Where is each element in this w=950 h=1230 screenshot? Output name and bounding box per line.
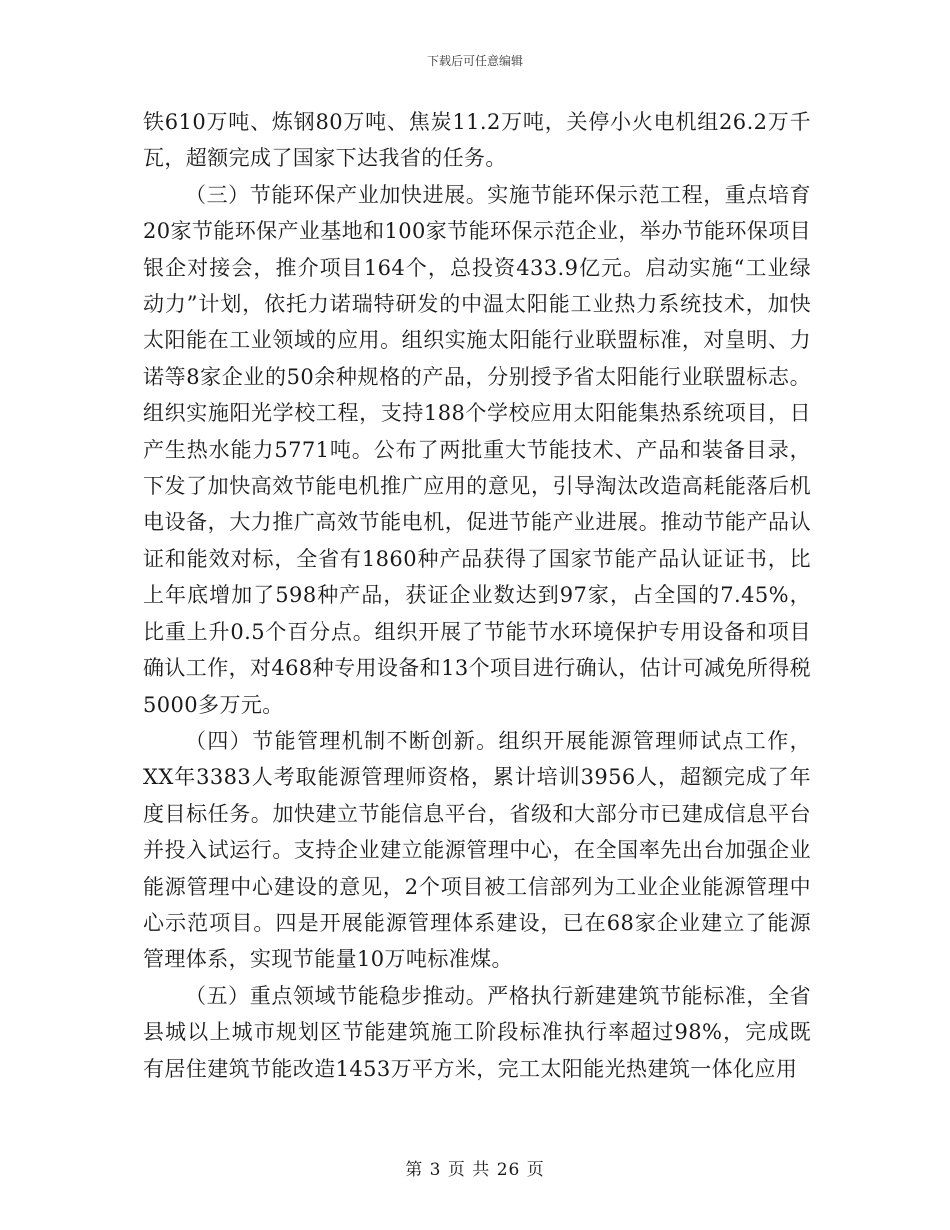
document-body xyxy=(143,104,811,1087)
paragraph-section-5: （五）重点领域节能稳步推动。严格执行新建建筑节能标准，全省县城以上城市规划区节能建筑施工阶段标准执行率超过98%，完成既有居住建筑节能改造1453万平方米，完工太阳能光热建筑一体化应用 xyxy=(143,983,811,1081)
page-header: 下载后可任意编辑 xyxy=(426,54,523,68)
page-number: 第 3 页 共 26 页 xyxy=(405,1160,545,1180)
paragraph-section-4: （四）节能管理机制不断创新。组织开展能源管理师试点工作，XX年3383人考取能源管理师资格，累计培训3956人，超额完成了年度目标任务。加快建立节能信息平台，省级和大部分市已建成信息平台并投入试运行。支持企业建立能源管理中心，在全国率先出台加强企业能源管理中心建设的意见，2个项目被工信部列为工业企业能源管理中心示范项目。四是开展能源管理体系建设，已在68家企业建立了能源管理体系，实现节能量10万吨标准煤。 xyxy=(143,728,811,972)
paragraph-section-3: （三）节能环保产业加快进展。实施节能环保示范工程，重点培育20家节能环保产业基地和100家节能环保示范企业，举办节能环保项目银企对接会，推介项目164个，总投资433.9亿元。启动实施“工业绿动力”计划，依托力诺瑞特研发的中温太阳能工业热力系统技术，加快太阳能在工业领域的应用。组织实施太阳能行业联盟标准，对皇明、力诺等8家企业的50余种规格的产品，分别授予省太阳能行业联盟标志。组织实施阳光学校工程，支持188个学校应用太阳能集热系统项目，日产生热水能力5771吨。公布了两批重大节能技术、产品和装备目录，下发了加快高效节能电机推广应用的意见，引导淘汰改造高耗能落后机电设备，大力推广高效节能电机，促进节能产业进展。推动节能产品认证和能效对标，全省有1860种产品获得了国家节能产品认证证书，比上年底增加了598种产品，获证企业数达到97家，占全国的7.45%，比重上升0.5个百分点。组织开展了节能节水环境保护专用设备和项目确认工作，对468种专用设备和13个项目进行确认，估计可减免所得税5000多万元。 xyxy=(143,182,812,717)
paragraph-continuation: 铁610万吨、炼钢80万吨、焦炭11.2万吨，关停小火电机组26.2万千瓦，超额完成了国家下达我省的任务。 xyxy=(143,110,811,171)
